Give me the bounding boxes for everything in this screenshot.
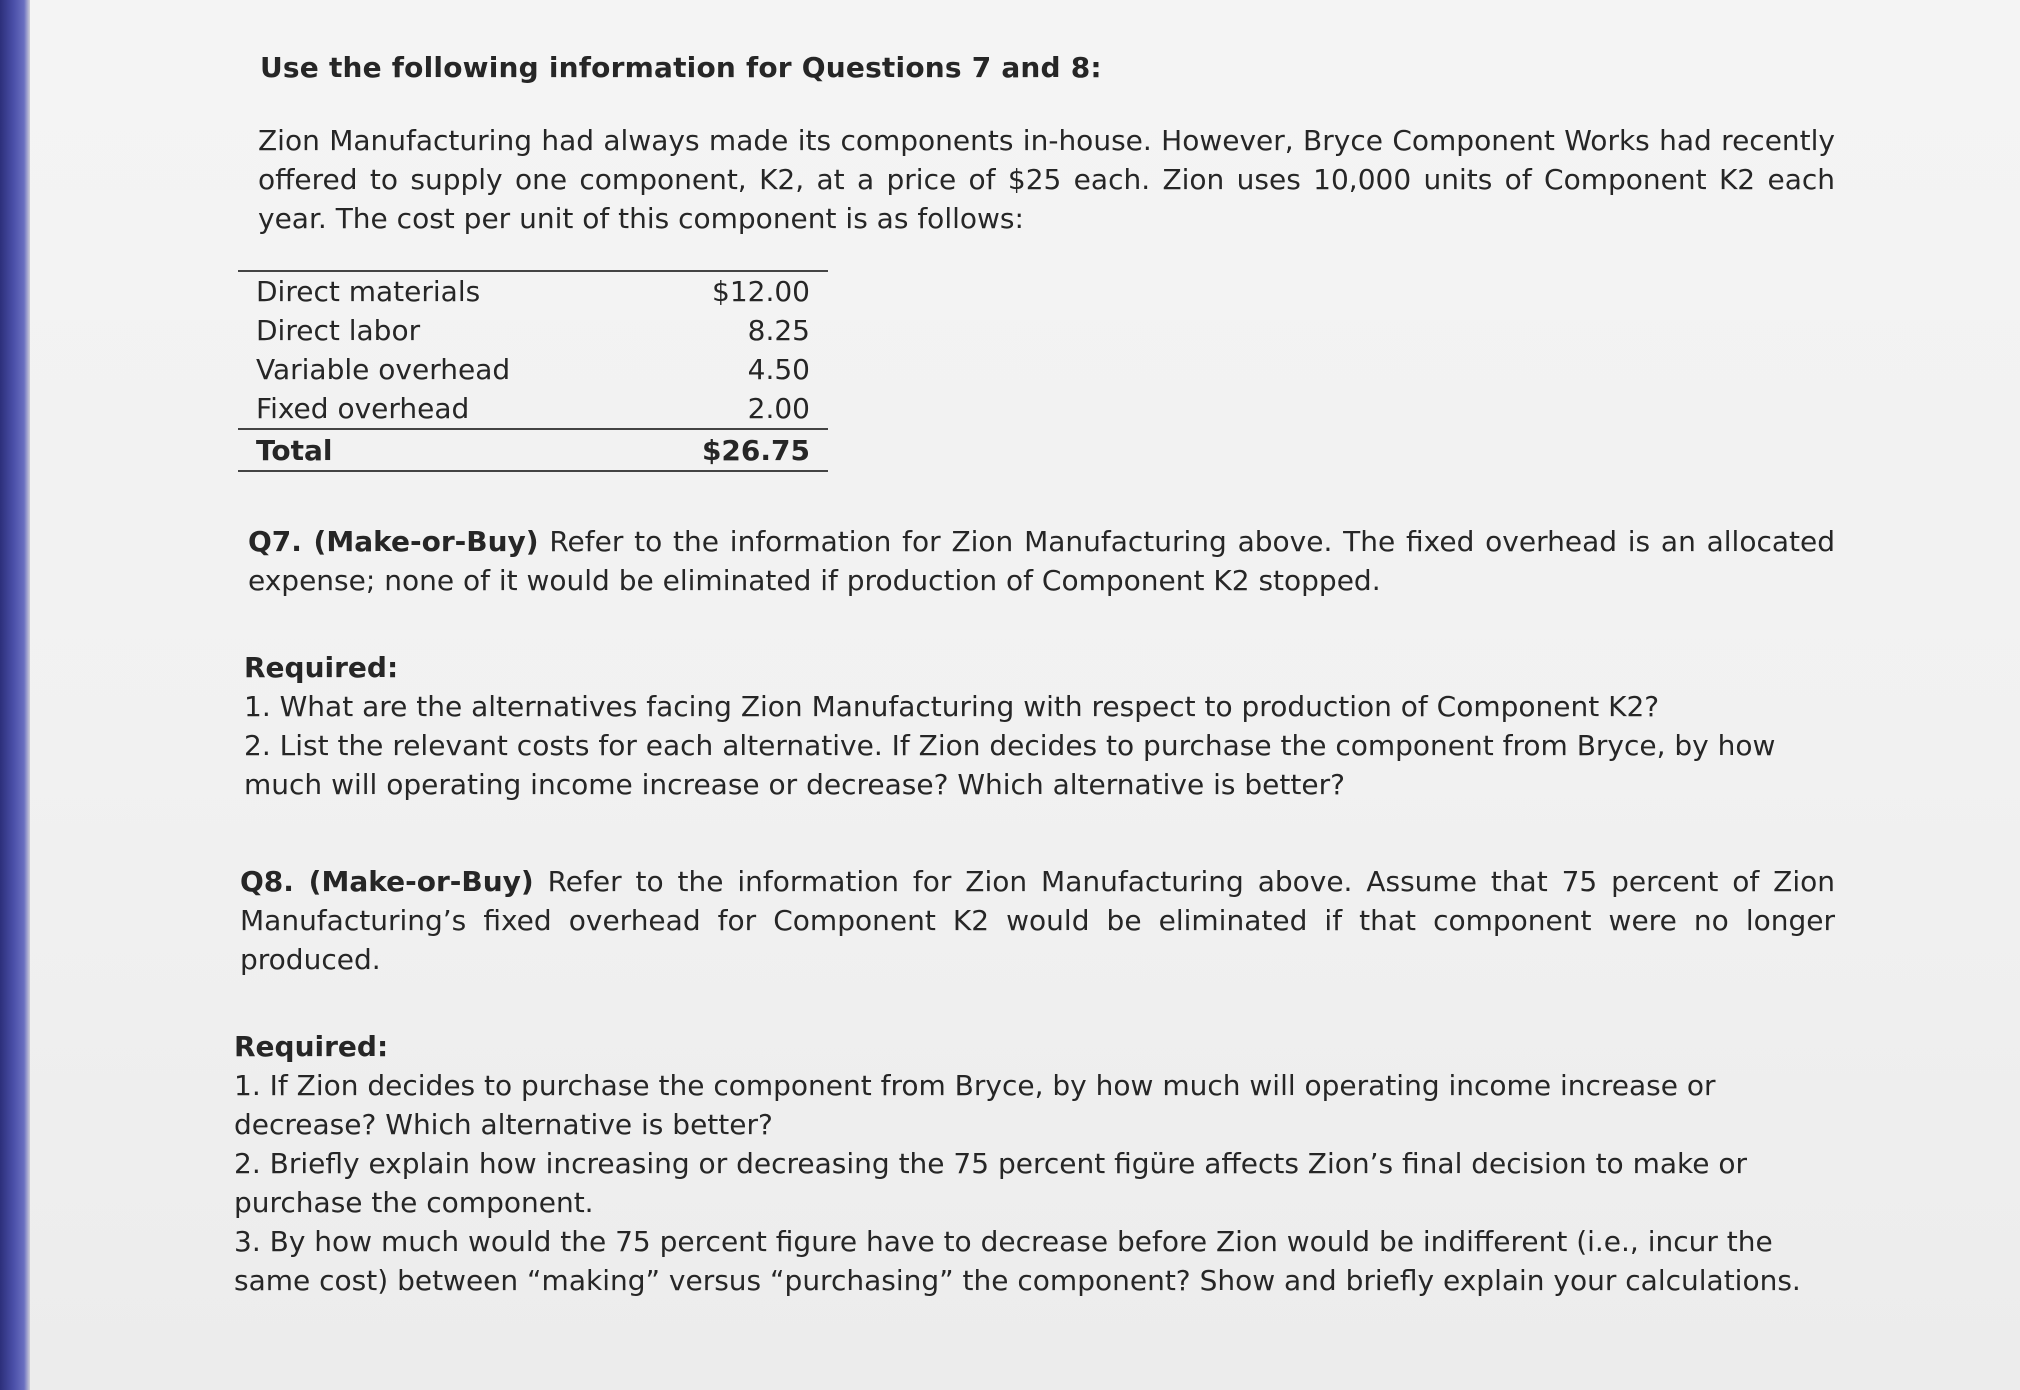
intro-paragraph: Zion Manufacturing had always made its components in-house. However, Bryce Component Works had recently offered to supply one component, K2, at a price of $25 each. Zion uses 10,000 units of Component K2 each year. The cost per unit of this component is as follows: [258, 124, 1835, 235]
total-value: $26.75 [632, 429, 828, 471]
q8-text: Refer to the information for Zion Manufacturing above. Assume that 75 percent of Zion Manufacturing’s fixed overhead for Component K2 would be eliminated if that component were no longer produced. [240, 865, 1835, 976]
table-row [238, 311, 828, 350]
cost-label: Direct labor [256, 314, 421, 347]
cost-value: 2.00 [747, 392, 810, 425]
total-label: Total [238, 429, 632, 471]
q7-required-label: Required: [244, 651, 399, 684]
q7-item-2: 2. List the relevant costs for each alternative. If Zion decides to purchase the component from Bryce, by how much will operating income increase or decrease? Which alternative is better? [244, 729, 1776, 801]
cost-value: 8.25 [747, 314, 810, 347]
cost-label: Variable overhead [256, 353, 511, 386]
q8-item-2: 2. Briefly explain how increasing or decreasing the 75 percent figüre affects Zion’s final decision to make or purchase the component. [234, 1147, 1747, 1219]
q7-prompt [248, 522, 1835, 600]
table-row [238, 271, 828, 311]
cost-table [238, 270, 828, 472]
q8-required [234, 1027, 1835, 1300]
cost-value: $12.00 [712, 275, 810, 308]
q7-text: Refer to the information for Zion Manufacturing above. The fixed overhead is an allocated expense; none of it would be eliminated if production of Component K2 stopped. [248, 525, 1835, 597]
paper-sheet [30, 0, 2020, 1390]
cost-label: Direct materials [256, 275, 481, 308]
cost-value: 4.50 [747, 353, 810, 386]
q8-required-label: Required: [234, 1030, 389, 1063]
document-body [230, 48, 1835, 1338]
question-8 [230, 862, 1835, 1300]
q7-required [244, 648, 1835, 804]
q8-item-1: 1. If Zion decides to purchase the component from Bryce, by how much will operating income increase or decrease? Which alternative is better? [234, 1069, 1716, 1141]
cost-label: Fixed overhead [256, 392, 470, 425]
question-7 [230, 522, 1835, 804]
table-row [238, 389, 828, 429]
total-row [238, 429, 828, 471]
q7-item-1: 1. What are the alternatives facing Zion Manufacturing with respect to production of Component K2? [244, 690, 1660, 723]
q8-prompt [240, 862, 1835, 979]
document-heading: Use the following information for Questions 7 and 8: [260, 51, 1102, 84]
background-edge [0, 0, 30, 1390]
q8-item-3: 3. By how much would the 75 percent figure have to decrease before Zion would be indifferent (i.e., incur the same cost) between “making” versus “purchasing” the component? Show and briefly explain your calculations. [234, 1225, 1801, 1297]
q8-title: Q8. (Make-or-Buy) [240, 865, 534, 898]
table-row [238, 350, 828, 389]
q7-title: Q7. (Make-or-Buy) [248, 525, 539, 558]
